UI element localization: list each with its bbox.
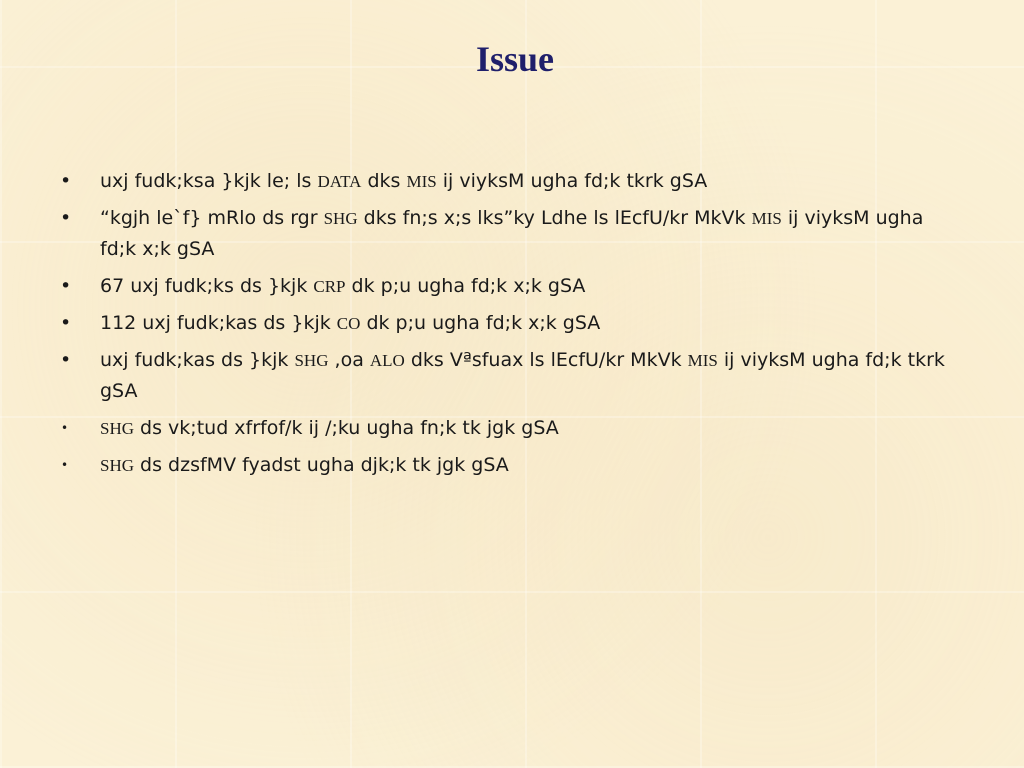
bullet-dot-icon: • — [60, 312, 72, 334]
slide-title: Issue — [475, 39, 555, 79]
abbr-text: SHG — [100, 456, 135, 475]
abbr-text: SHG — [323, 209, 358, 228]
bullet-item — [60, 308, 960, 339]
abbr-text: SHG — [294, 351, 329, 370]
bullet-text: ij viyksM ugha fd;k tkrk gSA — [100, 349, 945, 402]
bullet-text: ij viyksM ugha fd;k tkrk gSA — [436, 170, 708, 192]
bullet-text: 112 uxj fudk;kas ds }kjk — [100, 312, 337, 334]
bullet-text: uxj fudk;kas ds }kjk — [100, 349, 295, 371]
bullet-dot-icon: • — [61, 421, 69, 435]
abbr-text: DATA — [317, 172, 362, 191]
abbr-text: SHG — [100, 419, 135, 438]
bullet-text: 67 uxj fudk;ks ds }kjk — [100, 275, 314, 297]
bullet-dot-icon: • — [61, 458, 69, 472]
abbr-text: MIS — [406, 172, 437, 191]
bullet-text: uxj fudk;ksa }kjk le; ls — [100, 170, 318, 192]
bullet-text: ds dzsfMV fyadst ugha djk;k tk jgk gSA — [134, 454, 509, 476]
bullet-text: dks — [361, 170, 407, 192]
bullet-dot-icon: • — [60, 349, 72, 371]
abbr-text: CRP — [313, 277, 346, 296]
bullet-text: ,oa — [328, 349, 370, 371]
bullet-text: dks fn;s x;s lks”ky Ldhe ls lEcfU/kr MkVk — [357, 207, 752, 229]
abbr-text: MIS — [687, 351, 718, 370]
bullet-item — [60, 166, 960, 197]
bullet-text: “kgjh le`f} mRlo ds rgr — [100, 207, 324, 229]
abbr-text: ALO — [369, 351, 405, 370]
bullet-item — [60, 450, 960, 481]
bullet-text: dk p;u ugha fd;k x;k gSA — [345, 275, 586, 297]
bullet-text: ds vk;tud xfrfof/k ij /;ku ugha fn;k tk jgk gSA — [134, 417, 559, 439]
bullet-dot-icon: • — [60, 275, 72, 297]
bullet-dot-icon: • — [60, 207, 72, 229]
abbr-text: CO — [336, 314, 361, 333]
bullet-dot-icon: • — [60, 170, 72, 192]
bullet-item — [60, 203, 960, 265]
bullet-item — [60, 345, 960, 407]
bullet-item — [60, 413, 960, 444]
bullet-text: ij viyksM ugha fd;k x;k gSA — [100, 207, 924, 260]
bullet-text: dk p;u ugha fd;k x;k gSA — [360, 312, 601, 334]
abbr-text: MIS — [751, 209, 782, 228]
bullet-list — [60, 166, 960, 487]
bullet-text: dks Vªsfuax ls lEcfU/kr MkVk — [404, 349, 688, 371]
bullet-item — [60, 271, 960, 302]
